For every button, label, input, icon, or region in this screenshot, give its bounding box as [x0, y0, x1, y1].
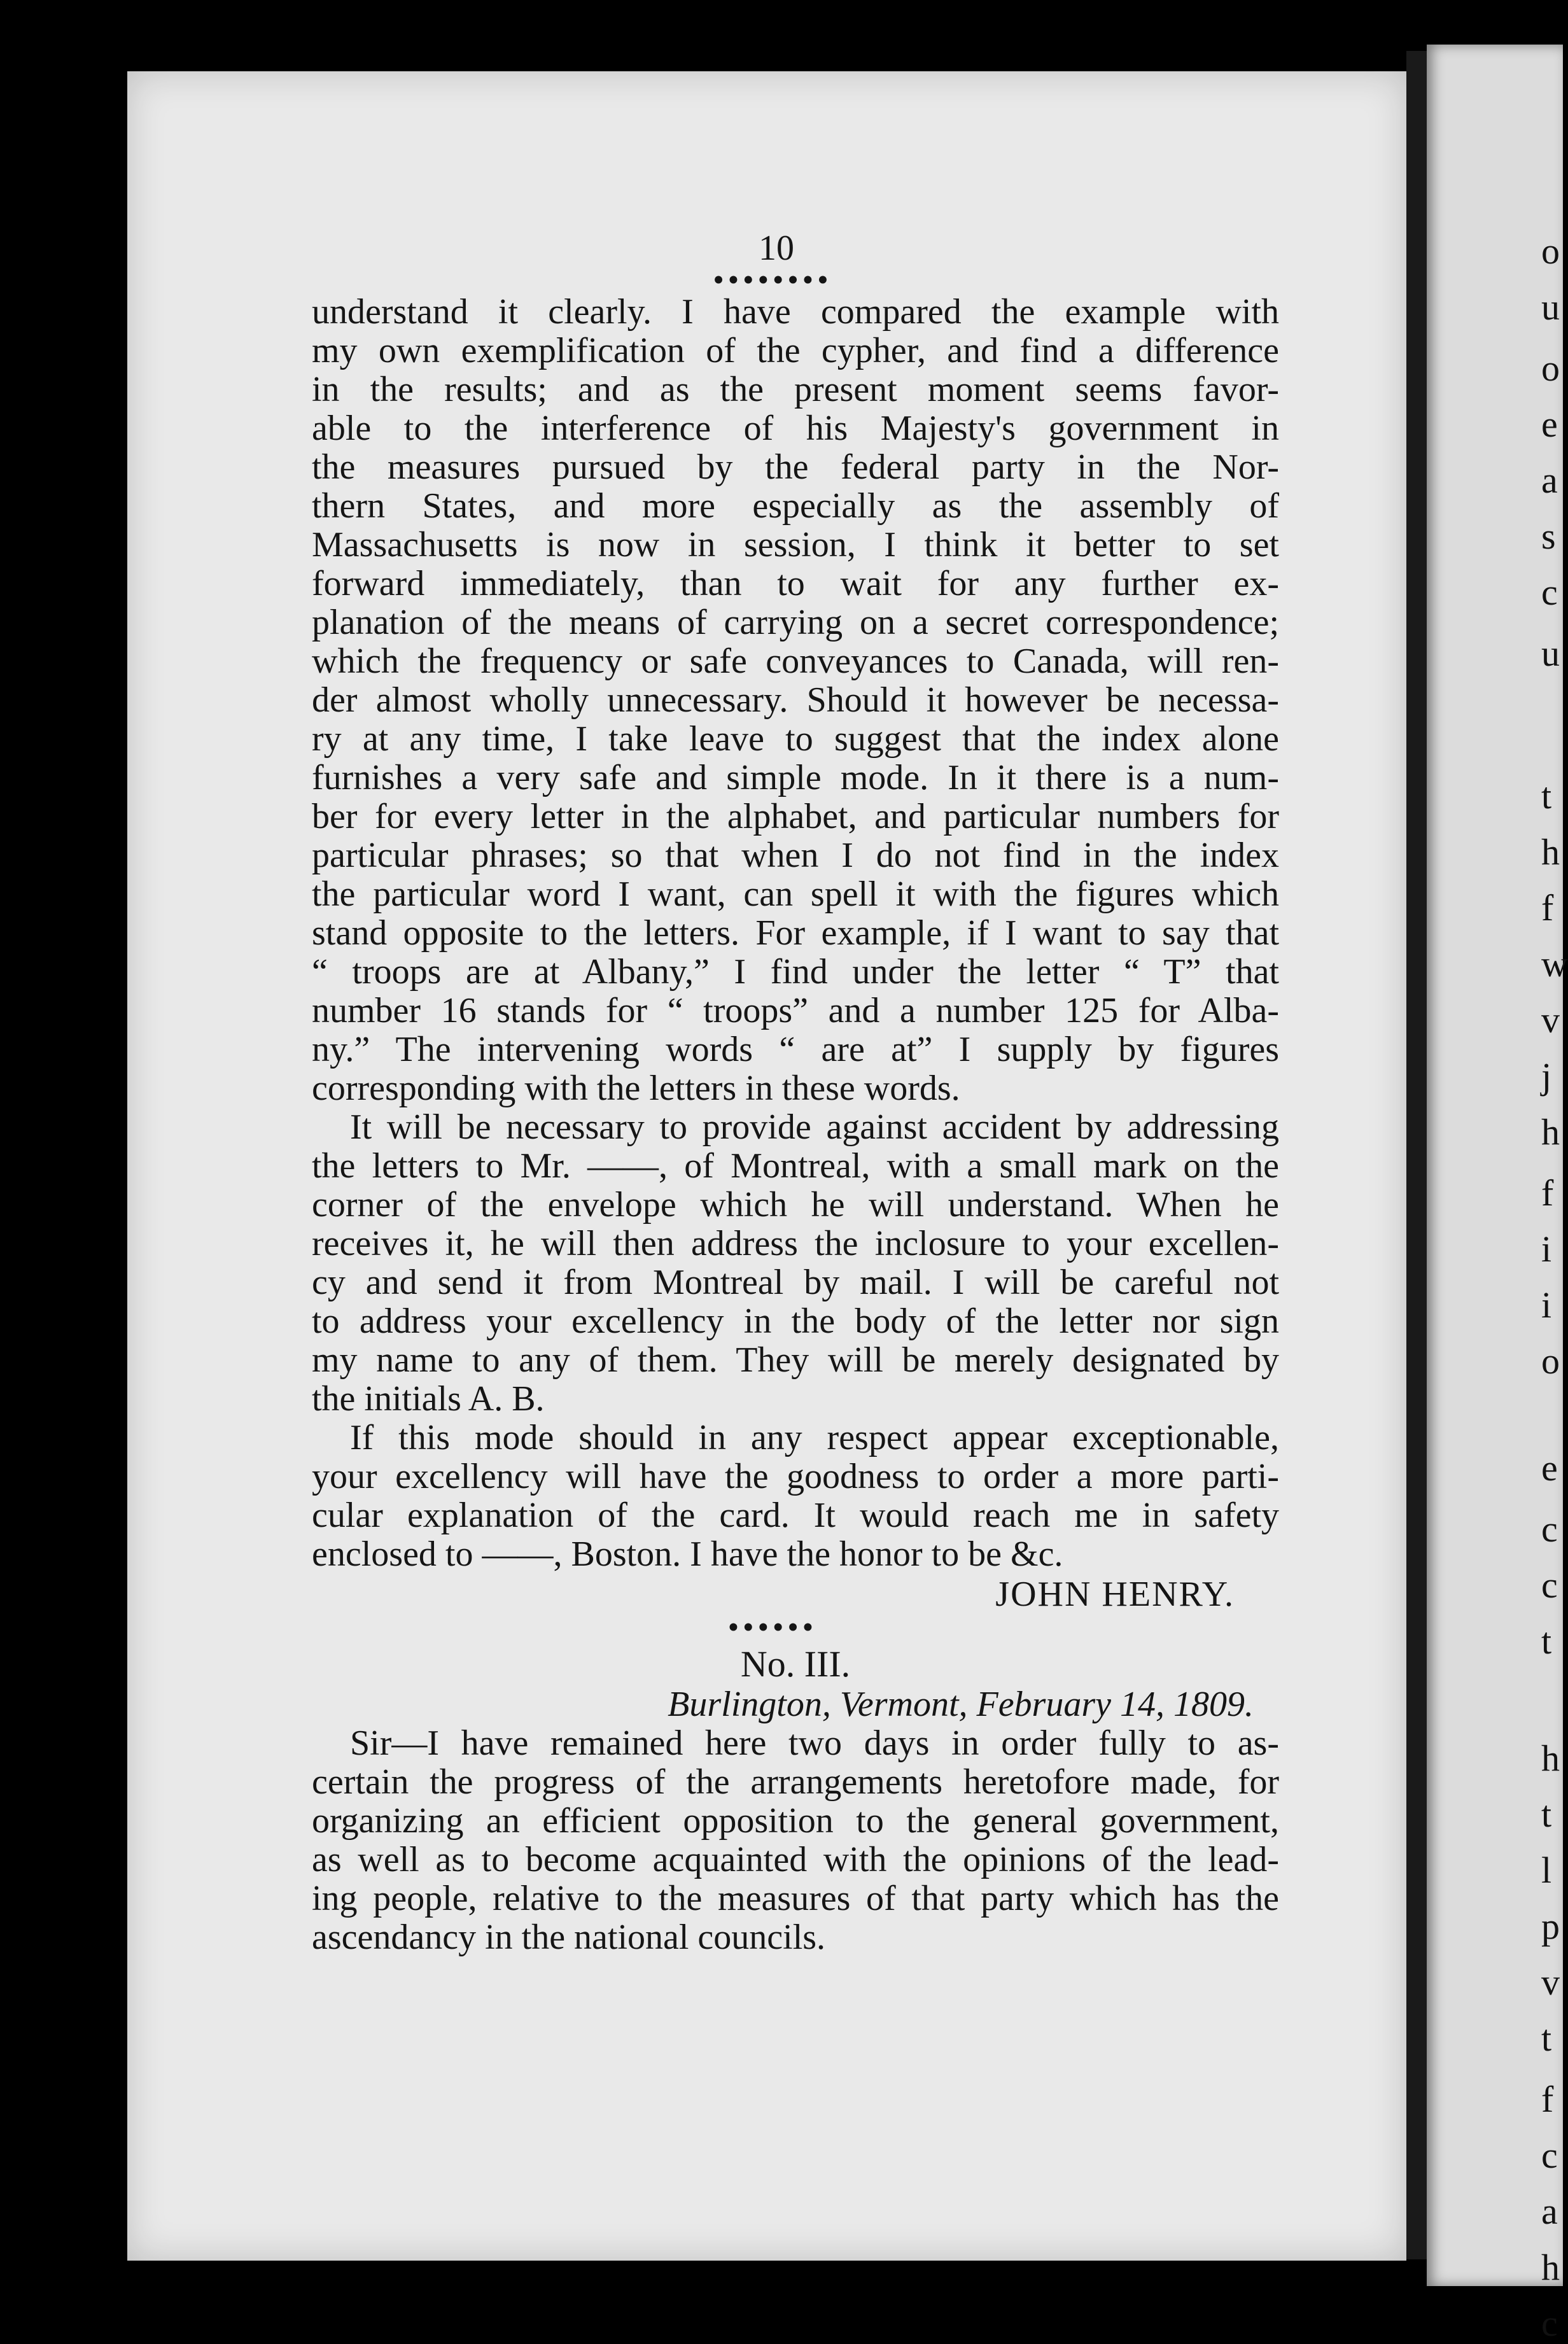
facing-page-fragment: h	[1541, 2247, 1560, 2288]
facing-page-fragment: u	[1541, 633, 1560, 674]
facing-page-fragment: e	[1541, 404, 1558, 445]
text-line: your excellency will have the goodness to order a more parti-	[312, 1457, 1279, 1496]
facing-page-fragment: o	[1541, 230, 1560, 272]
page-number: 10	[759, 228, 794, 268]
text-line: which the frequency or safe conveyances to Canada, will ren-	[312, 642, 1279, 681]
paragraph-1	[312, 293, 1279, 1108]
text-line: as well as to become acquainted with the opinions of the lead-	[312, 1840, 1279, 1879]
facing-page-fragment: a	[1541, 2191, 1558, 2232]
text-line: receives it, he will then address the inclosure to your excellen-	[312, 1224, 1279, 1263]
text-line: forward immediately, than to wait for any further ex-	[312, 564, 1279, 603]
facing-page-fragment: o	[1541, 1340, 1560, 1382]
facing-page-edge	[1427, 45, 1568, 2344]
book-gutter	[1406, 51, 1427, 2259]
text-line: thern States, and more especially as the assembly of	[312, 486, 1279, 526]
paragraph-4	[312, 1724, 1279, 1957]
text-line: to address your excellency in the body of the letter nor sign	[312, 1302, 1279, 1341]
text-line: the measures pursued by the federal party in the Nor-	[312, 447, 1279, 487]
text-line: the particular word I want, can spell it with the figures which	[312, 874, 1279, 914]
facing-page-fragment: j	[1541, 1055, 1552, 1097]
paragraph-2	[312, 1108, 1279, 1419]
facing-page-fragment: c	[1541, 2303, 1558, 2344]
facing-page-fragment: f	[1541, 2079, 1554, 2120]
facing-page-fragment: u	[1541, 286, 1560, 328]
facing-page-fragment: i	[1541, 1228, 1552, 1270]
facing-page-fragment: f	[1541, 887, 1554, 929]
text-line: furnishes a very safe and simple mode. In it there is a num-	[312, 758, 1279, 797]
text-line: particular phrases; so that when I do not find in the index	[312, 836, 1279, 875]
page-text	[312, 229, 1279, 1957]
text-line: ascendancy in the national councils.	[312, 1918, 826, 1957]
facing-page-fragment: p	[1541, 1905, 1560, 1947]
text-line: planation of the means of carrying on a secret correspondence;	[312, 603, 1279, 642]
text-line: in the results; and as the present moment seems favor-	[312, 370, 1279, 409]
text-line: my name to any of them. They will be merely designated by	[312, 1340, 1279, 1380]
text-line: certain the progress of the arrangements heretofore made, for	[312, 1762, 1279, 1802]
facing-page-fragment: t	[1541, 1620, 1552, 1662]
facing-page-fragment: h	[1541, 831, 1560, 873]
facing-page-fragment: l	[1541, 1849, 1552, 1891]
text-line: cular explanation of the card. It would reach me in safety	[312, 1496, 1279, 1535]
text-line: understand it clearly. I have compared the example with	[312, 292, 1279, 332]
text-line: ny.” The intervening words “ are at” I supply by figures	[312, 1030, 1279, 1069]
text-line: cy and send it from Montreal by mail. I will be careful not	[312, 1263, 1279, 1302]
ornament-mid: ••••••	[728, 1611, 818, 1643]
facing-page-fragment: w	[1541, 943, 1568, 985]
text-line: Sir—I have remained here two days in order fully to as-	[350, 1723, 1279, 1763]
text-line: able to the interference of his Majesty's government in	[312, 409, 1279, 448]
text-line: organizing an efficient opposition to the general government,	[312, 1801, 1279, 1841]
facing-page-fragment: i	[1541, 1284, 1552, 1326]
facing-page-fragment: f	[1541, 1172, 1554, 1214]
facing-page-fragment: h	[1541, 1111, 1560, 1153]
text-line: If this mode should in any respect appear exceptionable,	[350, 1418, 1279, 1457]
facing-page-fragment: v	[1541, 1962, 1560, 2003]
facing-page-fragment: c	[1541, 1508, 1558, 1550]
text-line: stand opposite to the letters. For example, if I want to say that	[312, 913, 1279, 953]
text-line: corresponding with the letters in these words.	[312, 1069, 960, 1108]
signature: JOHN HENRY.	[995, 1575, 1235, 1614]
facing-page-fragment: h	[1541, 1737, 1560, 1779]
facing-page-fragment: c	[1541, 1564, 1558, 1606]
text-line: number 16 stands for “ troops” and a number 125 for Alba-	[312, 991, 1279, 1030]
text-line: “ troops are at Albany,” I find under the letter “ T” that	[312, 952, 1279, 992]
letter-heading: No. III.	[740, 1643, 851, 1685]
facing-page-fragment: v	[1541, 999, 1560, 1041]
text-line: enclosed to ——, Boston. I have the honor to be &c.	[312, 1534, 1063, 1574]
text-line: Massachusetts is now in session, I think it better to set	[312, 525, 1279, 565]
facing-page-fragment: o	[1541, 347, 1560, 389]
paragraph-3	[312, 1419, 1279, 1574]
facing-page-fragment: e	[1541, 1447, 1558, 1489]
ornament-top: ••••••••	[713, 264, 833, 295]
facing-page-fragment: s	[1541, 516, 1556, 557]
facing-page-fragment: a	[1541, 460, 1558, 501]
text-line: corner of the envelope which he will understand. When he	[312, 1185, 1279, 1225]
facing-page-fragment: c	[1541, 2135, 1558, 2176]
facing-page-fragment: t	[1541, 775, 1552, 817]
text-line: ing people, relative to the measures of that party which has the	[312, 1879, 1279, 1918]
facing-page-fragment: t	[1541, 2018, 1552, 2059]
text-line: ber for every letter in the alphabet, and particular numbers for	[312, 797, 1279, 836]
text-line: my own exemplification of the cypher, and find a difference	[312, 331, 1279, 370]
facing-page-fragment: c	[1541, 572, 1558, 613]
text-line: ry at any time, I take leave to suggest that the index alone	[312, 719, 1279, 759]
text-line: It will be necessary to provide against accident by addressing	[350, 1107, 1279, 1147]
facing-page-fragment: t	[1541, 1793, 1552, 1835]
text-line: der almost wholly unnecessary. Should it however be necessa-	[312, 680, 1279, 720]
letter-dateline: Burlington, Vermont, February 14, 1809.	[668, 1685, 1254, 1724]
text-line: the letters to Mr. ——, of Montreal, with a small mark on the	[312, 1146, 1279, 1186]
text-line: the initials A. B.	[312, 1379, 545, 1419]
